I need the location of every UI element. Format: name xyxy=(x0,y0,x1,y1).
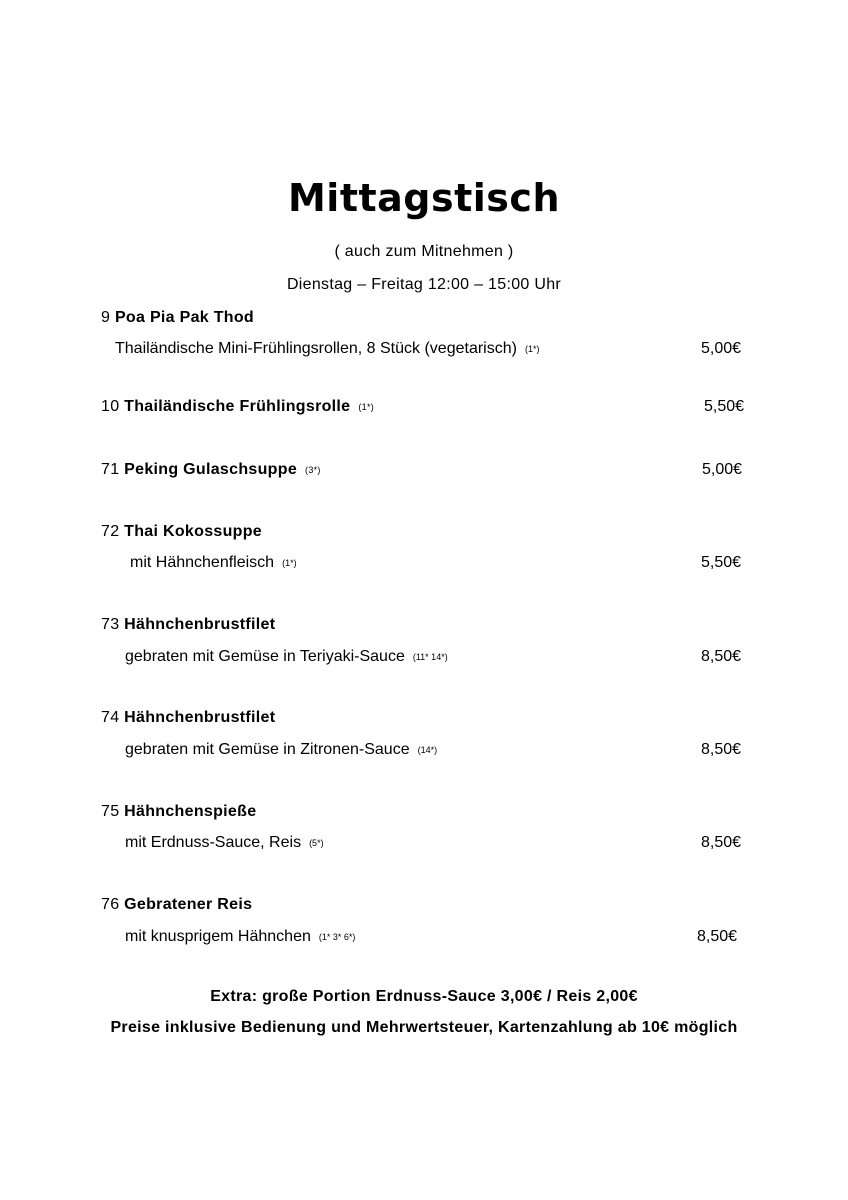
menu-item-76-heading xyxy=(101,896,252,914)
allergen-note: (1* 3* 6*) xyxy=(318,932,356,942)
item-number: 72 xyxy=(101,523,120,540)
item-name: Thailändische Frühlingsrolle xyxy=(124,398,351,415)
item-number: 9 xyxy=(101,309,111,326)
menu-item-75-heading xyxy=(101,803,256,821)
menu-item-10-heading xyxy=(101,398,374,416)
page-title: Mittagstisch xyxy=(287,176,561,220)
item-number: 76 xyxy=(101,896,120,913)
item-price: 5,00€ xyxy=(701,340,742,357)
allergen-note: (1*) xyxy=(358,402,375,412)
description-text: gebraten mit Gemüse in Teriyaki-Sauce xyxy=(125,648,405,665)
prices-note: Preise inklusive Bedienung und Mehrwertsteuer, Kartenzahlung ab 10€ möglich xyxy=(110,1019,738,1036)
item-description xyxy=(125,928,355,946)
description-text: Thailändische Mini-Frühlingsrollen, 8 Stück (vegetarisch) xyxy=(115,340,517,357)
description-text: mit Erdnuss-Sauce, Reis xyxy=(125,834,302,851)
allergen-note: (5*) xyxy=(309,838,324,848)
item-number: 74 xyxy=(101,709,120,726)
description-text: gebraten mit Gemüse in Zitronen-Sauce xyxy=(125,741,410,758)
description-text: mit knusprigem Hähnchen xyxy=(125,928,311,945)
menu-item-72-heading xyxy=(101,523,262,541)
item-price: 8,50€ xyxy=(701,741,742,758)
allergen-note: (3*) xyxy=(305,465,321,475)
allergen-note: (1*) xyxy=(282,558,297,568)
item-number: 10 xyxy=(101,398,120,415)
menu-item-73-heading xyxy=(101,616,275,634)
menu-item-9-heading xyxy=(101,309,254,327)
allergen-note: (11* 14*) xyxy=(412,652,448,662)
item-number: 75 xyxy=(101,803,120,820)
item-name: Peking Gulaschsuppe xyxy=(124,461,298,478)
item-price: 5,50€ xyxy=(701,554,742,571)
item-name: Thai Kokossuppe xyxy=(124,523,263,540)
item-description xyxy=(125,741,437,759)
item-price: 8,50€ xyxy=(701,648,742,665)
item-name: Gebratener Reis xyxy=(124,896,253,913)
item-price: 5,00€ xyxy=(702,461,743,478)
item-price: 8,50€ xyxy=(701,834,742,851)
item-number: 73 xyxy=(101,616,120,633)
opening-hours: Dienstag – Freitag 12:00 – 15:00 Uhr xyxy=(286,276,562,293)
item-price: 8,50€ xyxy=(697,928,738,945)
extra-note: Extra: große Portion Erdnuss-Sauce 3,00€ / Reis 2,00€ xyxy=(210,988,638,1005)
menu-item-74-heading xyxy=(101,709,275,727)
item-price: 5,50€ xyxy=(704,398,745,415)
item-description xyxy=(125,834,324,852)
item-description xyxy=(125,648,448,666)
allergen-note: (1*) xyxy=(524,344,540,354)
item-description xyxy=(130,554,297,572)
menu-item-71-heading xyxy=(101,461,321,479)
description-text: mit Hähnchenfleisch xyxy=(130,554,275,571)
allergen-note: (14*) xyxy=(417,745,438,755)
item-number: 71 xyxy=(101,461,120,478)
subtitle: ( auch zum Mitnehmen ) xyxy=(334,243,514,260)
item-name: Hähnchenbrustfilet xyxy=(124,616,276,633)
item-name: Hähnchenspieße xyxy=(124,803,257,820)
item-name: Poa Pia Pak Thod xyxy=(114,309,255,326)
item-name: Hähnchenbrustfilet xyxy=(124,709,276,726)
item-description xyxy=(115,340,539,358)
